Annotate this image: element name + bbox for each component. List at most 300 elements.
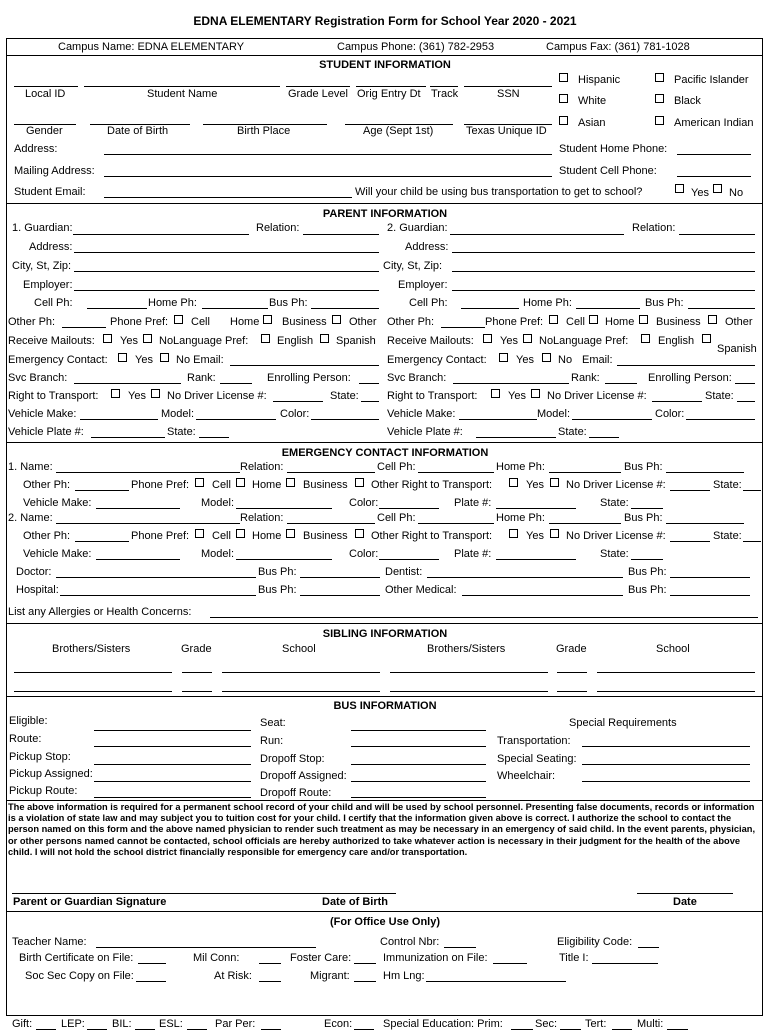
guardian1-emergency-yes-label: Yes	[135, 354, 153, 366]
guardian1-home-label: Home Ph:	[148, 297, 197, 309]
black-label: Black	[674, 95, 701, 107]
guardian1-relation-label: Relation:	[256, 222, 300, 234]
sibling-school-field[interactable]	[222, 672, 380, 673]
guardian1-spanish-checkbox[interactable]	[320, 334, 329, 343]
student-name-field[interactable]	[84, 86, 280, 87]
office-birth-cert-field[interactable]	[138, 963, 166, 964]
ec2-state-label: State:	[713, 530, 742, 542]
guardian2-email-field[interactable]	[617, 365, 755, 366]
grade-level-field[interactable]	[286, 86, 350, 87]
guardian1-model-label: Model:	[161, 408, 195, 420]
ec2-color-label: Color:	[349, 548, 379, 560]
bus-dropoff-stop-field[interactable]	[351, 764, 486, 765]
guardian2-dl-label: No Driver License #:	[547, 390, 647, 402]
guardian1-mailouts-yes-checkbox[interactable]	[103, 334, 112, 343]
guardian1-other-label: Other Ph:	[8, 316, 56, 328]
guardian1-pref-business-checkbox[interactable]	[332, 315, 341, 324]
office-title-label: Title I:	[559, 952, 589, 964]
guardian2-svc-field[interactable]	[453, 383, 569, 384]
sibling-school-field[interactable]	[597, 672, 755, 673]
divider	[6, 696, 763, 697]
guardian1-pref-other-label: Other	[349, 316, 377, 328]
home-phone-label: Student Home Phone:	[559, 143, 668, 155]
office-lep-label: LEP:	[61, 1018, 85, 1030]
guardian2-mailouts-yes-checkbox[interactable]	[483, 334, 492, 343]
ec2-state-field[interactable]	[743, 541, 761, 542]
guardian1-dl-label: No Driver License #:	[167, 390, 267, 402]
office-ssc-label: Soc Sec Copy on File:	[25, 970, 134, 982]
guardian1-emergency-no-checkbox[interactable]	[160, 353, 169, 362]
american-indian-label: American Indian	[674, 117, 754, 129]
bus-transportation-label: Transportation:	[497, 735, 571, 747]
guardian1-label: 1. Guardian:	[12, 222, 73, 234]
ec2-plate-state-field[interactable]	[631, 559, 663, 560]
black-checkbox[interactable]	[655, 94, 664, 103]
bus-run-label: Run:	[260, 735, 284, 747]
guardian1-email-label: No Email:	[176, 354, 224, 366]
office-foster-field[interactable]	[354, 963, 376, 964]
guardian2-mailouts-no-checkbox[interactable]	[523, 334, 532, 343]
guardian2-home-label: Home Ph:	[523, 297, 572, 309]
ec1-transport-yes-label: Yes	[526, 479, 544, 491]
ec1-pref-business-checkbox[interactable]	[286, 478, 295, 487]
guardian1-dl-field[interactable]	[273, 401, 323, 402]
guardian2-mailouts-label: Receive Mailouts:	[387, 335, 474, 347]
ec1-dl-field[interactable]	[670, 490, 710, 491]
office-esl-label: ESL:	[159, 1018, 183, 1030]
ec1-model-field[interactable]	[236, 508, 332, 509]
sibling-grade-field[interactable]	[557, 672, 587, 673]
guardian2-plate-state-field[interactable]	[589, 437, 619, 438]
sibling-name-field[interactable]	[14, 691, 172, 692]
guardian2-make-field[interactable]	[459, 419, 537, 420]
white-checkbox[interactable]	[559, 94, 568, 103]
guardian1-cell-field[interactable]	[87, 308, 147, 309]
ec2-home-field[interactable]	[549, 523, 621, 524]
guardian1-color-field[interactable]	[311, 419, 379, 420]
guardian1-plate-state-label: State:	[167, 426, 196, 438]
bus-pickup-route-label: Pickup Route:	[9, 785, 78, 797]
guardian2-rank-field[interactable]	[605, 383, 637, 384]
hospital-label: Hospital:	[16, 584, 59, 596]
student-name-label: Student Name	[147, 88, 218, 100]
cell-phone-field[interactable]	[677, 176, 751, 177]
guardian1-plate-field[interactable]	[91, 437, 165, 438]
dentist-bus-label: Bus Ph:	[628, 566, 667, 578]
ec2-plate-state-label: State:	[600, 548, 629, 560]
ec2-cell-label: Cell Ph:	[377, 512, 416, 524]
ec2-dl-field[interactable]	[670, 541, 710, 542]
other-medical-bus-label: Bus Ph:	[628, 584, 667, 596]
ec1-transport-yes-checkbox[interactable]	[509, 478, 518, 487]
ec1-name-field[interactable]	[56, 472, 240, 473]
ssn-field[interactable]	[464, 86, 552, 87]
mailing-field[interactable]	[104, 176, 552, 177]
other-medical-field[interactable]	[462, 595, 623, 596]
sibling-grade-field[interactable]	[557, 691, 587, 692]
bus-no-checkbox[interactable]	[713, 184, 722, 193]
hospital-bus-field[interactable]	[300, 595, 380, 596]
pacific-islander-checkbox[interactable]	[655, 73, 664, 82]
office-sec-label: Sec:	[535, 1018, 558, 1030]
ec2-pref-home-label: Home	[252, 530, 282, 542]
ec1-home-field[interactable]	[549, 472, 621, 473]
guardian2-emergency-yes-checkbox[interactable]	[499, 353, 508, 362]
guardian2-cell-field[interactable]	[461, 308, 519, 309]
ec1-state-label: State:	[713, 479, 742, 491]
bus-wheelchair-field[interactable]	[582, 781, 750, 782]
ec1-pref-home-checkbox[interactable]	[236, 478, 245, 487]
address-field[interactable]	[104, 154, 552, 155]
guardian1-transport-no-checkbox[interactable]	[151, 389, 160, 398]
doctor-bus-field[interactable]	[300, 577, 380, 578]
ec2-transport-label: Other Right to Transport:	[371, 530, 493, 542]
guardian1-cell-label: Cell Ph:	[34, 297, 73, 309]
office-hm-lng-label: Hm Lng:	[383, 970, 425, 982]
guardian1-address-field[interactable]	[74, 252, 379, 253]
guardian2-field[interactable]	[450, 234, 624, 235]
ec2-home-label: Home Ph:	[496, 512, 545, 524]
bus-seat-field[interactable]	[351, 730, 486, 731]
guardian1-state-field[interactable]	[361, 401, 379, 402]
guardian2-employer-label: Employer:	[398, 279, 448, 291]
bus-pickup-stop-label: Pickup Stop:	[9, 751, 71, 763]
office-multi-label: Multi:	[637, 1018, 664, 1030]
guardian2-pref-home-checkbox[interactable]	[589, 315, 598, 324]
guardian1-email-field[interactable]	[230, 365, 379, 366]
asian-checkbox[interactable]	[559, 116, 568, 125]
ec2-bus-field[interactable]	[666, 523, 744, 524]
divider	[6, 442, 763, 443]
guardian2-pref-cell-checkbox[interactable]	[549, 315, 558, 324]
ec1-pref-cell-label: Cell	[212, 479, 231, 491]
guardian2-model-label: Model:	[537, 408, 571, 420]
sibling-grade-field[interactable]	[182, 691, 212, 692]
form-title: EDNA ELEMENTARY Registration Form for School Year 2020 - 2021	[193, 14, 577, 28]
ec2-make-field[interactable]	[96, 559, 180, 560]
sibling-school-field[interactable]	[222, 691, 380, 692]
gender-label: Gender	[26, 125, 63, 137]
other-medical-bus-field[interactable]	[670, 595, 750, 596]
ec2-pref-label: Phone Pref:	[131, 530, 190, 542]
guardian2-home-field[interactable]	[576, 308, 640, 309]
bus-dropoff-route-field[interactable]	[351, 797, 486, 798]
hispanic-checkbox[interactable]	[559, 73, 568, 82]
guardian2-city-field[interactable]	[452, 271, 755, 272]
age-label: Age (Sept 1st)	[363, 125, 434, 137]
guardian1-lang-label: NoLanguage Pref:	[159, 335, 249, 347]
guardian2-model-field[interactable]	[572, 419, 652, 420]
local-id-field[interactable]	[14, 86, 78, 87]
ec2-pref-other-checkbox[interactable]	[355, 529, 364, 538]
guardian2-rank-label: Rank:	[571, 372, 600, 384]
bus-seating-label: Special Seating:	[497, 753, 577, 765]
guardian2-plate-label: Vehicle Plate #:	[387, 426, 463, 438]
guardian1-state-label: State:	[330, 390, 359, 402]
ec1-relation-field[interactable]	[287, 472, 375, 473]
office-at-risk-label: At Risk:	[214, 970, 252, 982]
guardian1-other-field[interactable]	[62, 327, 106, 328]
hospital-bus-label: Bus Ph:	[258, 584, 297, 596]
texas-id-label: Texas Unique ID	[466, 125, 547, 137]
ec2-other-field[interactable]	[75, 541, 129, 542]
ec1-transport-no-checkbox[interactable]	[550, 478, 559, 487]
guardian1-pref-home-checkbox[interactable]	[263, 315, 272, 324]
guardian2-employer-field[interactable]	[452, 290, 755, 291]
guardian2-emergency-label: Emergency Contact:	[387, 354, 487, 366]
ec1-dl-label: No Driver License #:	[566, 479, 666, 491]
office-title-field[interactable]	[592, 963, 658, 964]
sibling-name-field[interactable]	[390, 691, 548, 692]
guardian2-bus-field[interactable]	[688, 308, 755, 309]
ec1-pref-business-label: Business	[303, 479, 348, 491]
sibling-grade-field[interactable]	[182, 672, 212, 673]
guardian1-mailouts-no-checkbox[interactable]	[143, 334, 152, 343]
sibling-school-label-right: School	[656, 643, 690, 655]
guardian1-relation-field[interactable]	[303, 234, 379, 235]
bus-pickup-assigned-field[interactable]	[94, 781, 251, 782]
office-bil-label: BIL:	[112, 1018, 132, 1030]
office-hm-lng-field[interactable]	[426, 981, 566, 982]
email-field[interactable]	[104, 197, 352, 198]
bus-seating-field[interactable]	[582, 764, 750, 765]
doctor-bus-label: Bus Ph:	[258, 566, 297, 578]
office-econ-label: Econ:	[324, 1018, 353, 1030]
guardian1-mailouts-label: Receive Mailouts:	[8, 335, 95, 347]
sibling-school-label-left: School	[282, 643, 316, 655]
ec1-plate-field[interactable]	[496, 508, 576, 509]
bus-pickup-assigned-label: Pickup Assigned:	[9, 768, 93, 780]
american-indian-checkbox[interactable]	[655, 116, 664, 125]
guardian2-pref-business-checkbox[interactable]	[639, 315, 648, 324]
ec1-pref-other-checkbox[interactable]	[355, 478, 364, 487]
guardian2-relation-field[interactable]	[679, 234, 755, 235]
allergies-label: List any Allergies or Health Concerns:	[8, 606, 192, 618]
office-teacher-field[interactable]	[96, 947, 316, 948]
guardian1-city-field[interactable]	[74, 271, 379, 272]
ec1-pref-cell-checkbox[interactable]	[195, 478, 204, 487]
ec1-cell-field[interactable]	[418, 472, 494, 473]
guardian1-emergency-label: Emergency Contact:	[8, 354, 108, 366]
guardian2-plate-field[interactable]	[476, 437, 556, 438]
guardian1-address-label: Address:	[29, 241, 73, 253]
guardian1-enrolling-label: Enrolling Person:	[267, 372, 351, 384]
sibling-heading: SIBLING INFORMATION	[322, 628, 448, 640]
sibling-grade-label-left: Grade	[181, 643, 212, 655]
bus-eligible-label: Eligible:	[9, 715, 48, 727]
office-tert-label: Tert:	[585, 1018, 607, 1030]
office-control-field[interactable]	[444, 947, 476, 948]
guardian1-emergency-yes-checkbox[interactable]	[118, 353, 127, 362]
dentist-field[interactable]	[427, 577, 623, 578]
guardian2-plate-state-label: State:	[558, 426, 587, 438]
bus-dropoff-route-label: Dropoff Route:	[260, 787, 332, 799]
guardian1-enrolling-field[interactable]	[359, 383, 379, 384]
ec1-state-field[interactable]	[743, 490, 761, 491]
address-label: Address:	[14, 143, 58, 155]
bus-run-field[interactable]	[351, 746, 486, 747]
bus-dropoff-assigned-field[interactable]	[351, 781, 486, 782]
sibling-brothers-label-right: Brothers/Sisters	[427, 643, 506, 655]
sibling-name-field[interactable]	[14, 672, 172, 673]
allergies-field[interactable]	[210, 617, 758, 618]
guardian2-english-checkbox[interactable]	[641, 334, 650, 343]
guardian1-field[interactable]	[73, 234, 249, 235]
bus-wheelchair-label: Wheelchair:	[497, 770, 556, 782]
guardian1-spanish-label: Spanish	[336, 335, 376, 347]
ec2-color-field[interactable]	[379, 559, 439, 560]
ec2-transport-yes-checkbox[interactable]	[509, 529, 518, 538]
guardian1-mailouts-yes-label: Yes	[120, 335, 138, 347]
guardian1-pref-cell-checkbox[interactable]	[174, 315, 183, 324]
track-field[interactable]	[430, 86, 458, 87]
bus-eligible-field[interactable]	[94, 730, 251, 731]
office-migrant-field[interactable]	[354, 981, 376, 982]
guardian2-enrolling-field[interactable]	[735, 383, 755, 384]
guardian1-make-field[interactable]	[80, 419, 158, 420]
campus-phone: Campus Phone: (361) 782-2953	[337, 41, 495, 53]
guardian2-relation-label: Relation:	[632, 222, 676, 234]
ec2-make-label: Vehicle Make:	[23, 548, 92, 560]
ec2-plate-label: Plate #:	[454, 548, 492, 560]
campus-name: Campus Name: EDNA ELEMENTARY	[58, 41, 245, 53]
guardian2-state-label: State:	[705, 390, 734, 402]
guardian2-address-field[interactable]	[452, 252, 755, 253]
ec1-model-label: Model:	[201, 497, 235, 509]
divider	[6, 800, 763, 801]
ec2-pref-home-checkbox[interactable]	[236, 529, 245, 538]
doctor-label: Doctor:	[16, 566, 52, 578]
bus-special-label: Special Requirements	[569, 717, 677, 729]
guardian2-emergency-no-label: No	[558, 354, 573, 366]
bus-pickup-stop-field[interactable]	[94, 764, 251, 765]
birth-place-label: Birth Place	[237, 125, 291, 137]
signature-date-line[interactable]	[637, 893, 733, 894]
guardian1-plate-state-field[interactable]	[199, 437, 229, 438]
office-eligibility-field[interactable]	[638, 947, 659, 948]
ec1-other-field[interactable]	[75, 490, 129, 491]
sibling-name-field[interactable]	[390, 672, 548, 673]
doctor-field[interactable]	[56, 577, 256, 578]
office-foster-label: Foster Care:	[290, 952, 352, 964]
bus-route-field[interactable]	[94, 746, 251, 747]
guardian1-bus-label: Bus Ph:	[269, 297, 308, 309]
guardian1-make-label: Vehicle Make:	[8, 408, 77, 420]
guardian2-state-field[interactable]	[737, 401, 755, 402]
guardian1-english-checkbox[interactable]	[261, 334, 270, 343]
student-heading: STUDENT INFORMATION	[319, 59, 451, 71]
guardian1-bus-field[interactable]	[311, 308, 379, 309]
office-ssc-field[interactable]	[136, 981, 166, 982]
guardian2-spanish-checkbox[interactable]	[702, 334, 711, 343]
guardian2-pref-other-checkbox[interactable]	[708, 315, 717, 324]
email-label: Student Email:	[14, 186, 86, 198]
ec1-make-field[interactable]	[96, 508, 180, 509]
divider	[6, 203, 763, 204]
guardian2-emergency-yes-label: Yes	[516, 354, 534, 366]
bus-yes-label: Yes	[691, 187, 709, 199]
ec2-plate-field[interactable]	[496, 559, 576, 560]
signature-line[interactable]	[12, 893, 396, 894]
guardian2-emergency-no-checkbox[interactable]	[542, 353, 551, 362]
guardian2-english-label: English	[658, 335, 695, 347]
legal-statement: The above information is required for a permanent school record of your child and will be used by school personnel. Presenting false documents, records or information is a violation of state law and may subject you to tuition cost for your child. I certify that the information given above is correct. I authorize the school to contact the person named on this form and the above named physician to render such treatment as may be necessary in an emergency of said child. In the event parents, physician, or other persons named cannot be contacted, school officials are hereby authorized to take whatever action is necessary in their judgment for the health of the above child. I will not hold the school district financially responsible for emergency care and/or transportation.	[8, 802, 756, 857]
ec1-pref-label: Phone Pref:	[131, 479, 190, 491]
hospital-field[interactable]	[60, 595, 256, 596]
guardian1-employer-field[interactable]	[74, 290, 379, 291]
ec2-other-label: Other Ph:	[23, 530, 71, 542]
orig-entry-label: Orig Entry Dt	[357, 88, 421, 100]
guardian2-pref-label: Phone Pref:	[485, 316, 544, 328]
guardian2-other-label: Other Ph:	[387, 316, 435, 328]
ec1-home-label: Home Ph:	[496, 461, 545, 473]
guardian2-transport-no-checkbox[interactable]	[531, 389, 540, 398]
ec1-plate-state-field[interactable]	[631, 508, 663, 509]
guardian2-dl-field[interactable]	[652, 401, 702, 402]
ec2-pref-cell-checkbox[interactable]	[195, 529, 204, 538]
ec2-model-field[interactable]	[236, 559, 332, 560]
guardian2-other-field[interactable]	[441, 327, 485, 328]
ec1-make-label: Vehicle Make:	[23, 497, 92, 509]
guardian2-transport-yes-checkbox[interactable]	[491, 389, 500, 398]
sibling-school-field[interactable]	[597, 691, 755, 692]
guardian2-spanish-label: Spanish	[717, 343, 757, 355]
home-phone-field[interactable]	[677, 154, 751, 155]
guardian1-svc-field[interactable]	[74, 383, 181, 384]
ec1-plate-state-label: State:	[600, 497, 629, 509]
ec1-bus-field[interactable]	[666, 472, 744, 473]
orig-entry-field[interactable]	[356, 86, 426, 87]
guardian2-transport-yes-label: Yes	[508, 390, 526, 402]
guardian2-city-label: City, St, Zip:	[383, 260, 443, 272]
guardian1-transport-yes-label: Yes	[128, 390, 146, 402]
ec2-pref-business-checkbox[interactable]	[286, 529, 295, 538]
ec2-relation-label: Relation:	[240, 512, 284, 524]
bus-yes-checkbox[interactable]	[675, 184, 684, 193]
bus-pickup-route-field[interactable]	[94, 797, 251, 798]
ec1-relation-label: Relation:	[240, 461, 284, 473]
office-gift-label: Gift:	[12, 1018, 33, 1030]
guardian2-color-label: Color:	[655, 408, 685, 420]
ec2-relation-field[interactable]	[287, 523, 375, 524]
ec1-name-label: 1. Name:	[8, 461, 53, 473]
guardian1-model-field[interactable]	[196, 419, 276, 420]
guardian1-rank-field[interactable]	[220, 383, 252, 384]
ec2-cell-field[interactable]	[418, 523, 494, 524]
office-immunization-field[interactable]	[493, 963, 527, 964]
cell-phone-label: Student Cell Phone:	[559, 165, 657, 177]
guardian2-lang-label: NoLanguage Pref:	[539, 335, 629, 347]
office-mil-field[interactable]	[259, 963, 281, 964]
guardian1-home-field[interactable]	[202, 308, 268, 309]
ec2-pref-business-label: Business	[303, 530, 348, 542]
ec2-name-field[interactable]	[56, 523, 240, 524]
ec2-transport-no-checkbox[interactable]	[550, 529, 559, 538]
office-at-risk-field[interactable]	[259, 981, 281, 982]
guardian2-pref-business-label: Business	[656, 316, 701, 328]
guardian2-pref-other-label: Other	[725, 316, 753, 328]
bus-no-label: No	[729, 187, 744, 199]
bus-heading: BUS INFORMATION	[333, 700, 437, 712]
guardian2-color-field[interactable]	[686, 419, 755, 420]
guardian1-svc-label: Svc Branch:	[8, 372, 68, 384]
emergency-heading: EMERGENCY CONTACT INFORMATION	[281, 447, 489, 459]
guardian1-transport-yes-checkbox[interactable]	[111, 389, 120, 398]
dentist-bus-field[interactable]	[670, 577, 750, 578]
bus-transportation-field[interactable]	[582, 746, 750, 747]
ec1-color-field[interactable]	[379, 508, 439, 509]
guardian2-pref-cell-label: Cell	[566, 316, 585, 328]
